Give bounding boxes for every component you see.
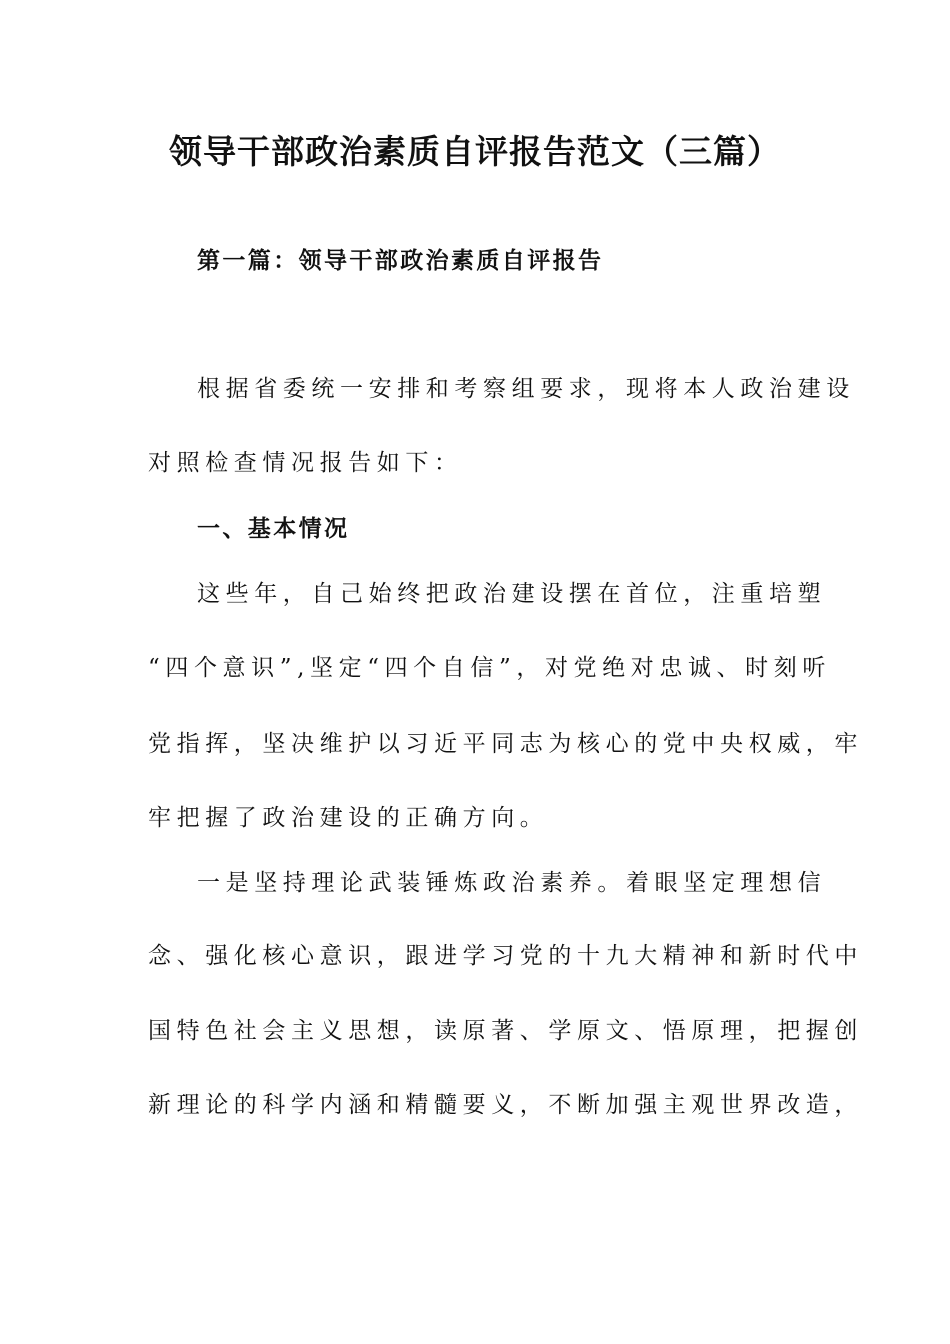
- part-heading: 第一篇：领导干部政治素质自评报告: [197, 248, 604, 274]
- paragraph-line: 这些年，自己始终把政治建设摆在首位，注重培塑: [197, 581, 827, 607]
- paragraph-line: 新理论的科学内涵和精髓要义，不断加强主观世界改造，: [148, 1092, 863, 1118]
- document-title: 领导干部政治素质自评报告范文（三篇）: [169, 132, 781, 171]
- paragraph-line: 根据省委统一安排和考察组要求，现将本人政治建设: [197, 376, 855, 402]
- paragraph-line: 一是坚持理论武装锤炼政治素养。着眼坚定理想信: [197, 870, 827, 896]
- paragraph-line: 牢把握了政治建设的正确方向。: [148, 805, 549, 831]
- paragraph-line: 对照检查情况报告如下：: [148, 450, 463, 476]
- section-heading: 一、基本情况: [197, 516, 350, 542]
- paragraph-line: 党指挥，坚决维护以习近平同志为核心的党中央权威，牢: [148, 731, 863, 757]
- paragraph-line: 念、强化核心意识，跟进学习党的十九大精神和新时代中: [148, 943, 863, 969]
- paragraph-line: “四个意识”,坚定“四个自信”，对党绝对忠诚、时刻听: [148, 655, 831, 681]
- paragraph-line: 国特色社会主义思想，读原著、学原文、悟原理，把握创: [148, 1018, 863, 1044]
